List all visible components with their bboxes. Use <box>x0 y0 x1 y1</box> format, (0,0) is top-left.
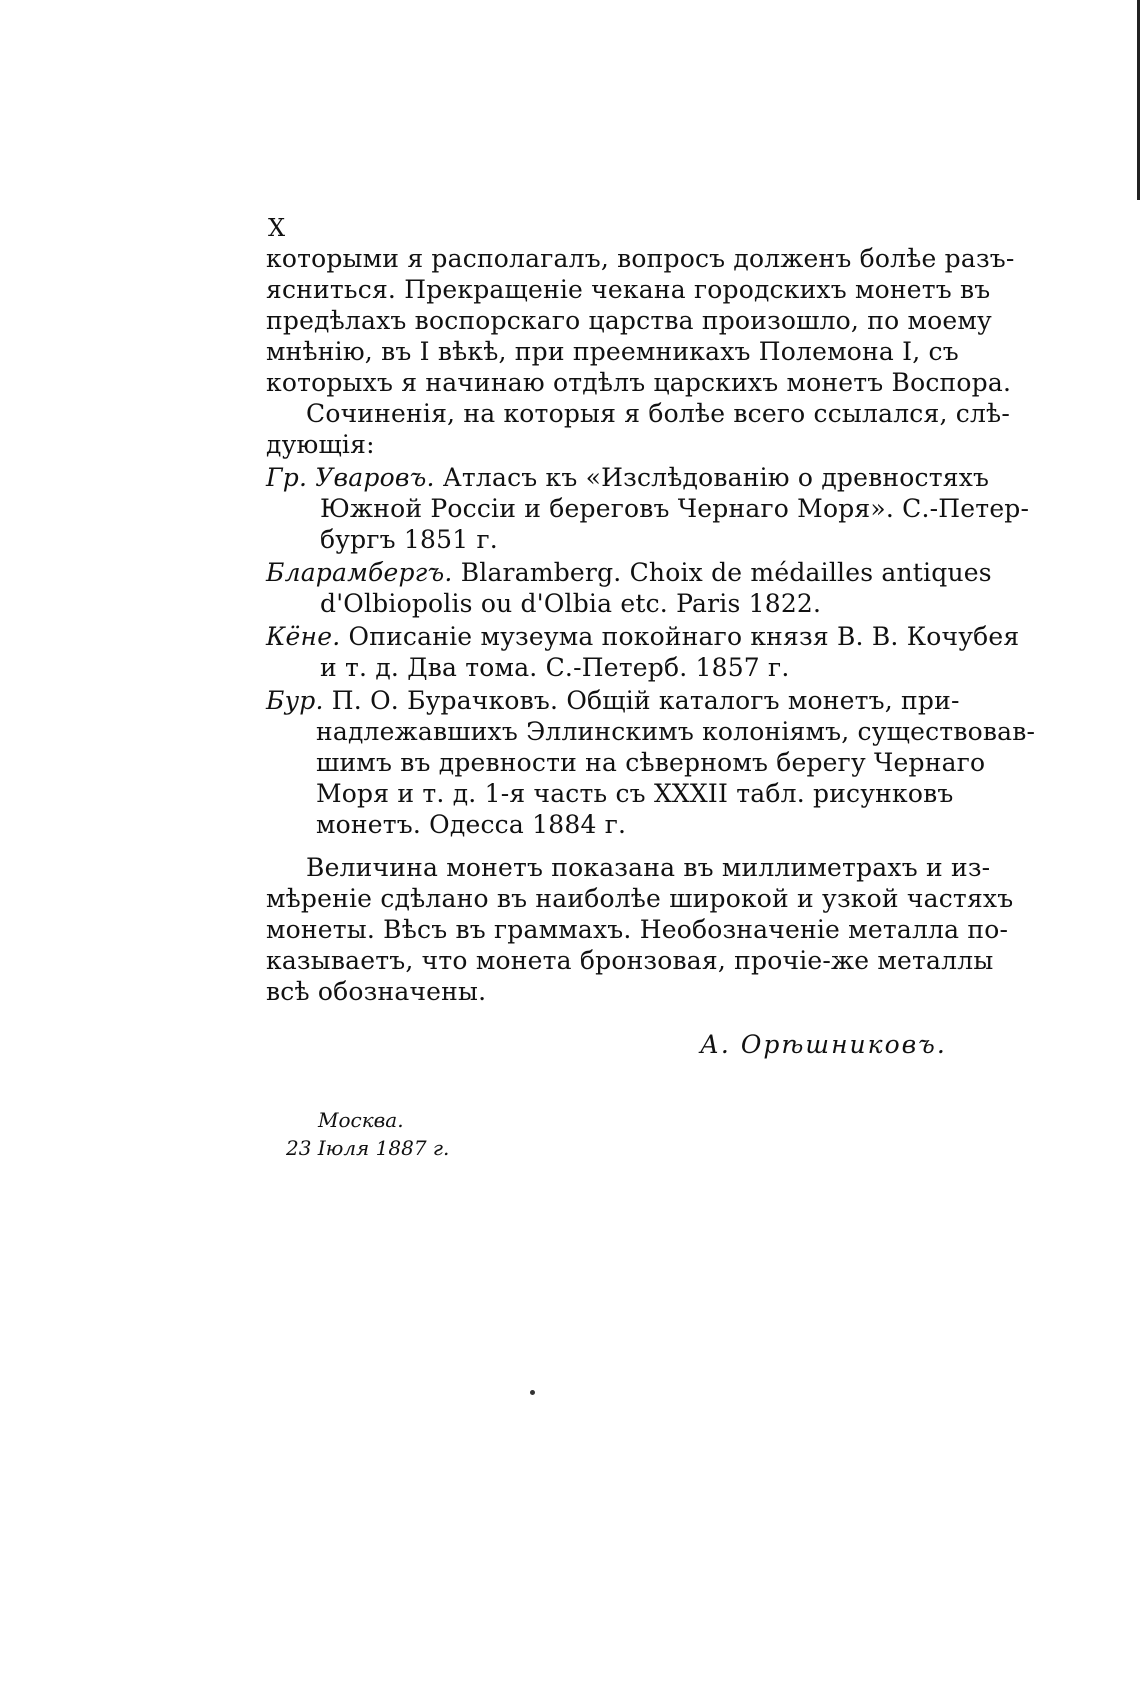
text-line: Моря и т. д. 1-я часть съ XXXII табл. рисунковъ <box>316 779 954 808</box>
text-line: монетъ. Одесса 1884 г. <box>316 810 627 839</box>
page-number: X <box>268 214 286 242</box>
reference-entry <box>266 557 992 588</box>
reference-abbr: Кёне. <box>266 622 341 651</box>
text-line: казываетъ, что монета бронзовая, прочіе-же металлы <box>266 946 994 975</box>
text-line: которыми я располагалъ, вопросъ долженъ болѣе разъ- <box>266 244 1015 273</box>
reference-abbr: Гр. Уваровъ. <box>266 463 435 492</box>
text-line: шимъ въ древности на сѣверномъ берегу Чернаго <box>316 748 986 777</box>
reference-abbr: Бларамбергъ. <box>266 558 453 587</box>
text-line: ясниться. Прекращеніе чекана городскихъ монетъ въ <box>266 275 991 304</box>
reference-text: Атласъ къ «Изслѣдованію о древностяхъ <box>442 463 990 492</box>
text-line: дующія: <box>266 430 375 459</box>
reference-entry <box>266 621 1020 652</box>
text-line: монеты. Вѣсъ въ граммахъ. Необозначеніе металла по- <box>266 915 1009 944</box>
text-line: и т. д. Два тома. С.-Петерб. 1857 г. <box>320 653 790 682</box>
text-line: которыхъ я начинаю отдѣлъ царскихъ монетъ Воспора. <box>266 368 1012 397</box>
text-line: всѣ обозначены. <box>266 977 487 1006</box>
text-line: надлежавшихъ Эллинскимъ колоніямъ, существовав- <box>316 717 1036 746</box>
place-of-writing: Москва. <box>318 1108 404 1132</box>
text-line: Южной Россіи и береговъ Чернаго Моря». С.-Петер- <box>320 494 1030 523</box>
text-line: d'Olbiopolis ou d'Olbia etc. Paris 1822. <box>320 589 822 618</box>
text-line: бургъ 1851 г. <box>320 525 498 554</box>
reference-text: Blaramberg. Choix de médailles antiques <box>460 558 992 587</box>
reference-text: П. О. Бурачковъ. Общій каталогъ монетъ, при- <box>331 686 960 715</box>
reference-abbr: Бур. <box>266 686 324 715</box>
text-line: предѣлахъ воспорскаго царства произошло, по моему <box>266 306 992 335</box>
text-line: Величина монетъ показана въ миллиметрахъ и из- <box>306 853 991 882</box>
reference-entry <box>266 462 990 493</box>
text-line: мнѣнію, въ I вѣкѣ, при преемникахъ Полемона I, съ <box>266 337 959 366</box>
reference-entry <box>266 685 960 716</box>
text-line: Сочиненія, на которыя я болѣе всего ссылался, слѣ- <box>306 399 1010 428</box>
text-line: мѣреніе сдѣлано въ наиболѣе широкой и узкой частяхъ <box>266 884 1014 913</box>
print-speck <box>530 1390 535 1395</box>
date-of-writing: 23 Іюля 1887 г. <box>286 1136 450 1160</box>
author-signature: А. Орѣшниковъ. <box>700 1030 947 1059</box>
reference-text: Описаніе музеума покойнаго князя В. В. Кочубея <box>348 622 1020 651</box>
